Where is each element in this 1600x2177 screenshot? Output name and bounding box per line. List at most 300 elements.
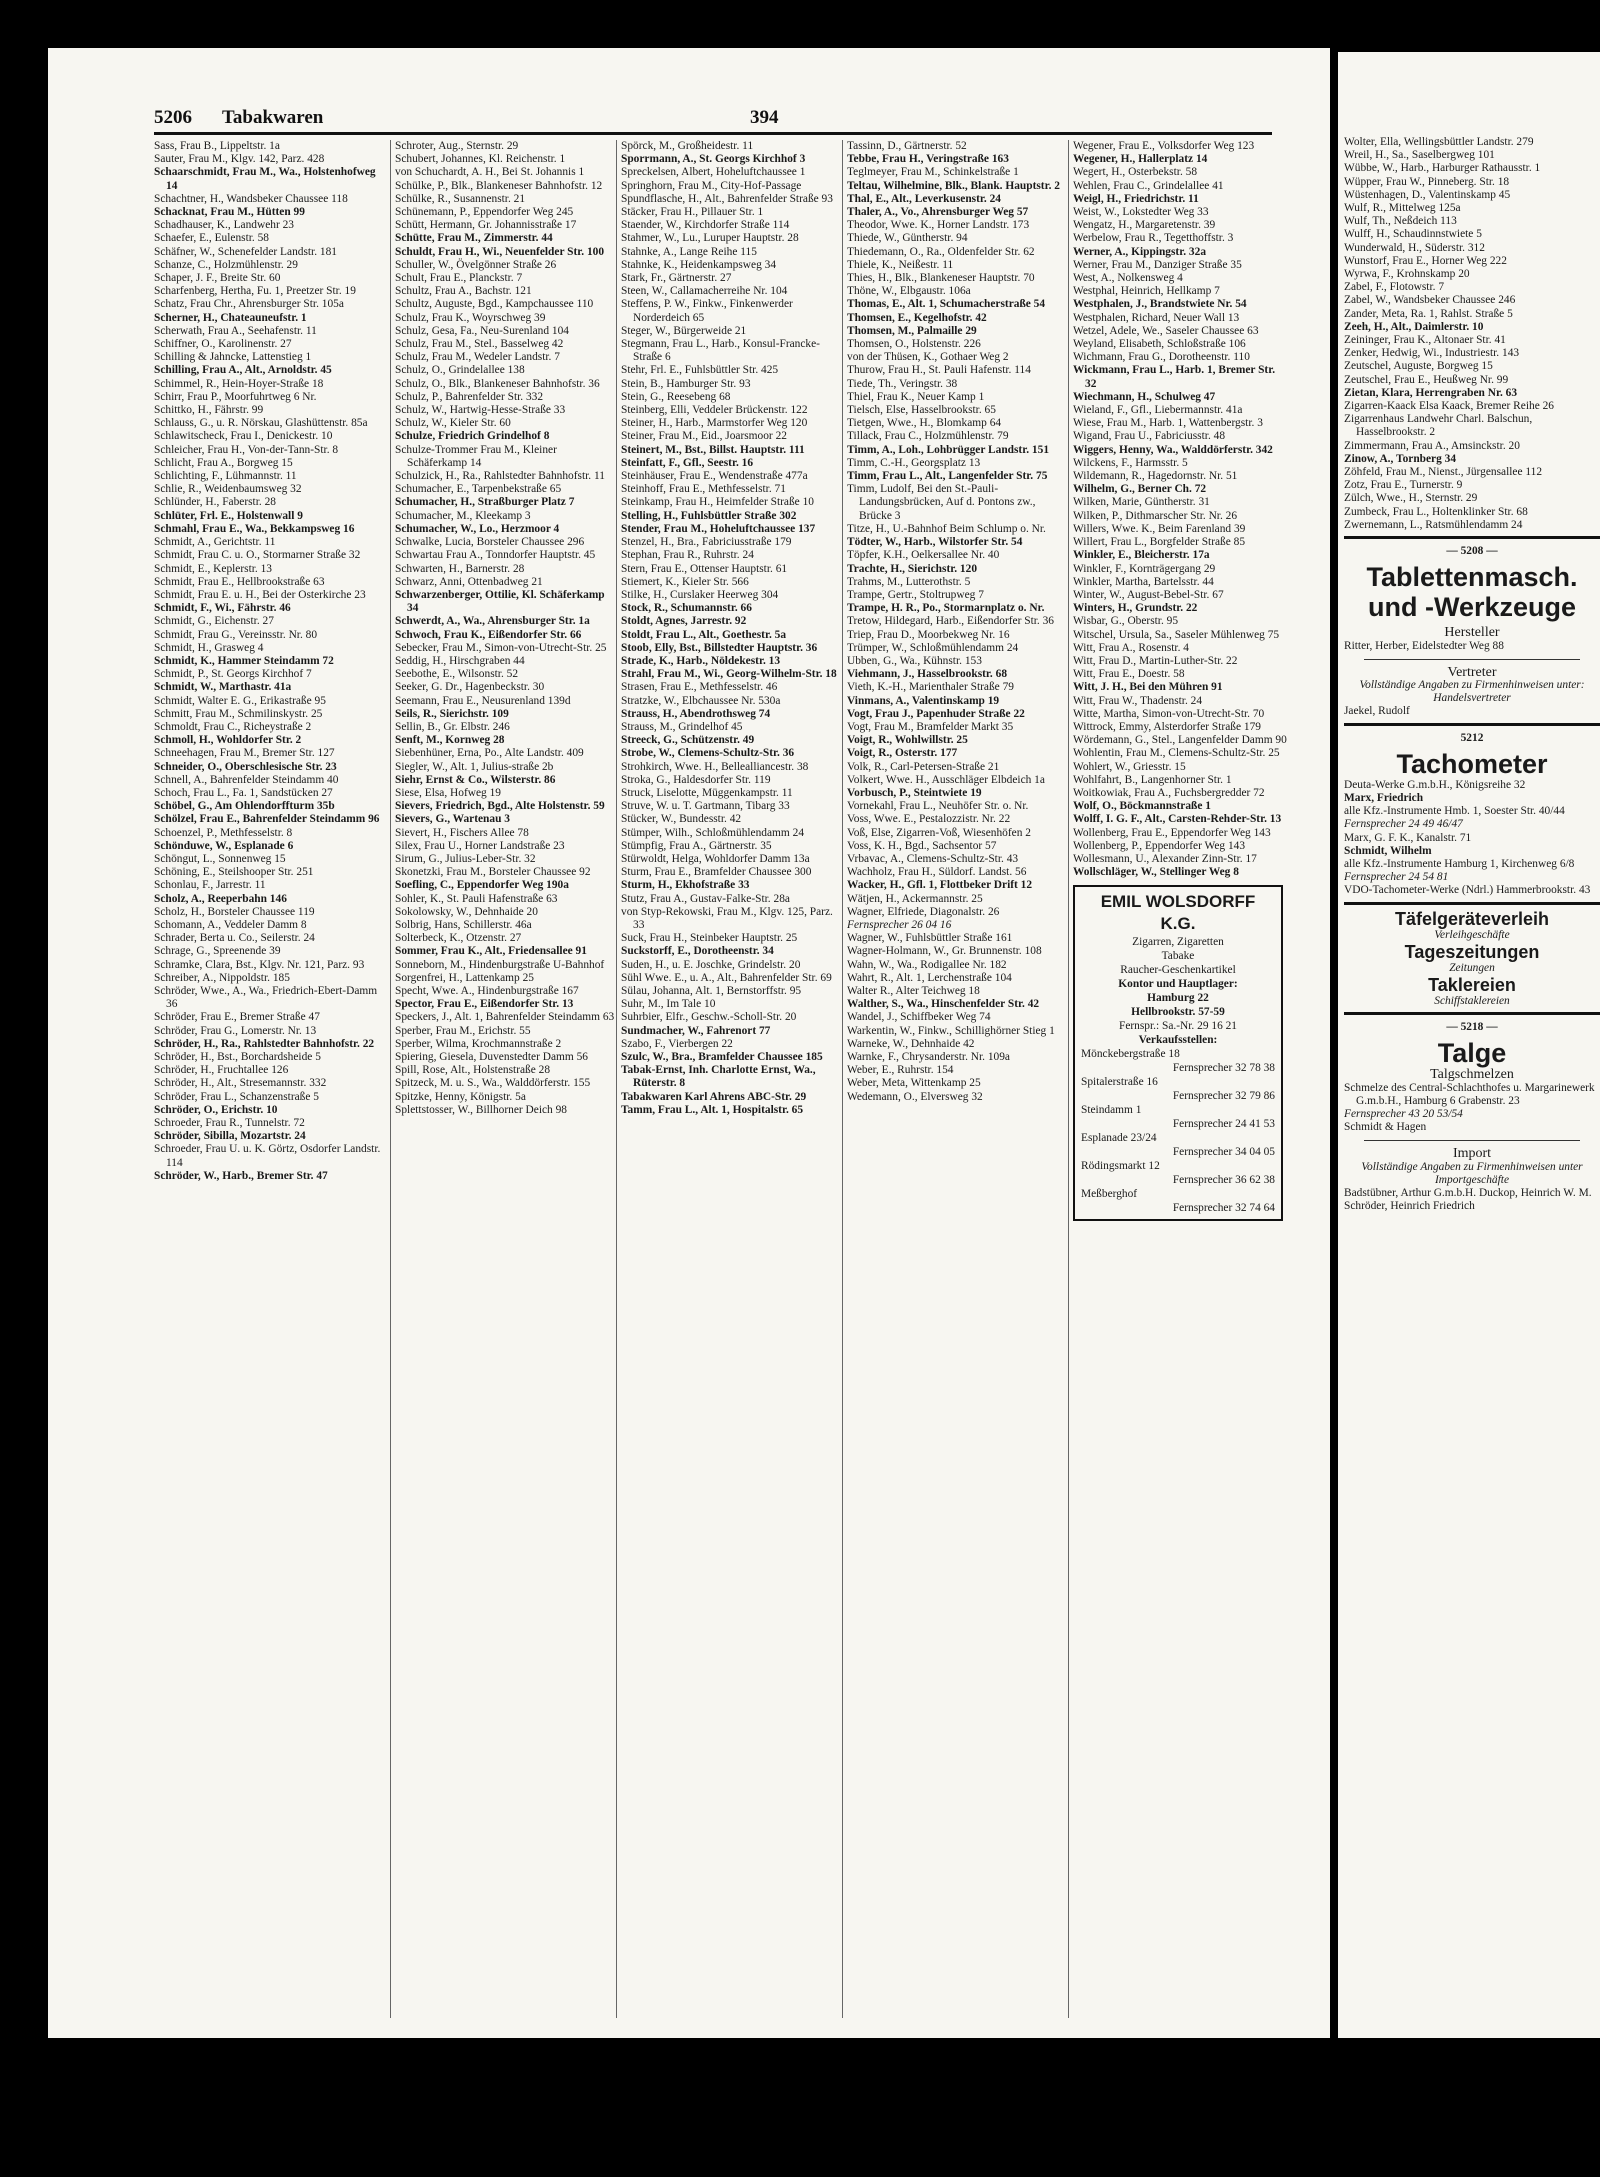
directory-entry: Wübbe, W., Harb., Harburger Rathausstr. 1 <box>1344 162 1541 175</box>
directory-entry: Warkentin, W., Finkw., Schillighörner Stieg 1 <box>847 1024 1055 1037</box>
directory-entry: Schülke, R., Susannenstr. 21 <box>395 192 526 205</box>
directory-entry: Sonneborn, M., Hindenburgstraße U-Bahnhof <box>395 958 605 971</box>
directory-entry: Sievers, Friedrich, Bgd., Alte Holstenstr. 59 <box>395 800 605 813</box>
divider <box>1344 723 1600 726</box>
directory-entry: VDO-Tachometer-Werke (Ndrl.) Hammerbrookstr. 43 <box>1344 884 1591 897</box>
directory-entry: Thiele, K., Neißestr. 11 <box>847 258 954 271</box>
directory-entry: Scharfenberg, Hertha, Fu. 1, Preetzer Str. 19 <box>154 285 356 298</box>
directory-entry: Schulz, Frau M., Wedeler Landstr. 7 <box>395 351 560 364</box>
directory-entry: Schulz, O., Grindelallee 138 <box>395 364 525 377</box>
page-header <box>154 102 1272 135</box>
directory-entry: Zülch, Wwe., H., Sternstr. 29 <box>1344 492 1478 505</box>
directory-entry: Schulze, Friedrich Grindelhof 8 <box>395 430 550 443</box>
directory-entry: Thurow, Frau H., St. Pauli Hafenstr. 114 <box>847 364 1031 377</box>
directory-entry: Strasen, Frau E., Methfesselstr. 46 <box>621 681 778 694</box>
directory-entry: Wätjen, H., Ackermannstr. 25 <box>847 892 983 905</box>
directory-entry: Thal, E., Alt., Leverkusenstr. 24 <box>847 192 1002 205</box>
directory-entry: Schmidt, F., Wi., Fährstr. 46 <box>154 602 291 615</box>
directory-entry: Fernsprecher 43 20 53/54 <box>1344 1107 1463 1120</box>
directory-entry: Fernsprecher 24 54 81 <box>1344 871 1449 884</box>
directory-entry: Sokolowsky, W., Dehnhaide 20 <box>395 905 538 918</box>
ad-line-6: Hellbrookstr. 57-59 <box>1131 1006 1225 1019</box>
directory-entry: Schulz, P., Bahrenfelder Str. 332 <box>395 390 544 403</box>
directory-entry: Streeck, G., Schützenstr. 49 <box>621 734 755 747</box>
directory-entry: Steger, W., Bürgerweide 21 <box>621 324 747 337</box>
directory-entry: Wandel, J., Schiffbeker Weg 74 <box>847 1011 991 1024</box>
directory-entry: Wulff, H., Schaudinnstwiete 5 <box>1344 228 1482 241</box>
import-entries <box>1344 1187 1600 1213</box>
directory-entry: Schröder, O., Erichstr. 10 <box>154 1103 278 1116</box>
directory-entry: Trampe, H. R., Po., Stormarnplatz o. Nr. <box>847 602 1045 615</box>
directory-entry: Schmitt, Frau M., Schmilinskystr. 25 <box>154 707 323 720</box>
directory-entry: Voß, Else, Zigarren-Voß, Wiesenhöfen 2 <box>847 826 1031 839</box>
directory-entry: Steinfatt, F., Gfl., Seestr. 16 <box>621 456 754 469</box>
directory-entry: alle Kfz.-Instrumente Hmb. 1, Soester Str. 40/44 <box>1344 805 1565 818</box>
directory-entry: Schroeder, Frau R., Tunnelstr. 72 <box>154 1117 305 1130</box>
ad-stores-title: Verkaufsstellen: <box>1138 1034 1218 1047</box>
divider <box>1364 659 1580 660</box>
directory-entry: Schlichting, F., Lühmannstr. 11 <box>154 470 297 483</box>
directory-entry: Spörck, M., Großheidestr. 11 <box>621 140 754 152</box>
directory-entry: Spreckelsen, Albert, Hoheluftchaussee 1 <box>621 166 806 179</box>
directory-entry: Zeutschel, Frau E., Heußweg Nr. 99 <box>1344 373 1509 386</box>
directory-entry: Witt, Frau A., Rosenstr. 4 <box>1073 641 1189 654</box>
directory-entry: Steffens, P. W., Finkw., Finkenwerder Norderdeich 65 <box>621 298 793 324</box>
directory-entry: Fernsprecher 24 49 46/47 <box>1344 818 1463 831</box>
directory-entry: Schölzel, Frau E., Bahrenfelder Steindamm 96 <box>154 813 380 826</box>
ad-store-address: Meßberghof <box>1081 1188 1138 1201</box>
directory-entry: Wollschläger, W., Stellinger Weg 8 <box>1073 866 1239 879</box>
directory-entry: Sundmacher, W., Fahrenort 77 <box>621 1024 771 1037</box>
directory-entry: Witt, Frau D., Martin-Luther-Str. 22 <box>1073 654 1238 667</box>
directory-entry: Stäcker, Frau H., Pillauer Str. 1 <box>621 206 764 219</box>
directory-entry: Thiedemann, O., Ra., Oldenfelder Str. 62 <box>847 245 1035 258</box>
directory-entry: Steinert, M., Bst., Billst. Hauptstr. 111 <box>621 443 805 456</box>
directory-entry: Tietgen, Wwe., H., Blomkamp 64 <box>847 417 1002 430</box>
ad-store-phone: Fernsprecher 32 79 86 <box>1172 1090 1275 1103</box>
directory-entry: Schulz, O., Blk., Blankeneser Bahnhofstr. 36 <box>395 377 600 390</box>
directory-entry: Trachte, H., Sierichstr. 120 <box>847 562 978 575</box>
directory-entry: Schmoll, H., Wohldorfer Str. 2 <box>154 734 302 747</box>
directory-entry: Schmidt, Frau C. u. O., Stormarner Straße 32 <box>154 549 361 562</box>
section-5208: — 5208 — <box>1446 545 1498 558</box>
directory-entry: Schmidt, A., Gerichtstr. 11 <box>154 536 276 549</box>
directory-entry: Stoob, Elly, Bst., Billstedter Hauptstr. 36 <box>621 641 818 654</box>
directory-entry: Stein, G., Reesebeng 68 <box>621 390 731 403</box>
directory-entry: Schroter, Aug., Sternstr. 29 <box>395 140 519 152</box>
vertreter-label: Vertreter <box>1447 664 1497 680</box>
ad-line-1: Zigarren, Zigaretten <box>1132 936 1224 949</box>
directory-entry: Zöhfeld, Frau M., Nienst., Jürgensallee 112 <box>1344 466 1543 479</box>
wolsdorff-advertisement <box>1073 885 1283 1221</box>
directory-entry: Schröder, H., Alt., Stresemannstr. 332 <box>154 1077 327 1090</box>
directory-entry: Stürwoldt, Helga, Wohldorfer Damm 13a <box>621 852 810 865</box>
directory-entry: Schultz, Auguste, Bgd., Kampchaussee 110 <box>395 298 594 311</box>
directory-entry: Werner, Frau M., Danziger Straße 35 <box>1073 258 1242 271</box>
directory-entry: Willers, Wwe. K., Beim Farenland 39 <box>1073 522 1246 535</box>
directory-entry: Zigarrenhaus Landwehr Charl. Balschun, Hasselbrookstr. 2 <box>1344 413 1533 439</box>
directory-entry: Schulz, Frau M., Stel., Basselweg 42 <box>395 338 564 351</box>
directory-entry: Stahnke, K., Heidenkampsweg 34 <box>621 258 777 271</box>
directory-entry: Schonlau, F., Jarrestr. 11 <box>154 879 266 892</box>
directory-entry: Scherwath, Frau A., Seehafenstr. 11 <box>154 324 317 337</box>
directory-entry: Schulze-Trommer Frau M., Kleiner Schäferkamp 14 <box>395 443 557 469</box>
directory-entry: Sperber, Wilma, Krochmannstraße 2 <box>395 1037 562 1050</box>
directory-entry: Werbelow, Frau R., Tegetthoffstr. 3 <box>1073 232 1234 245</box>
section-5212: 5212 <box>1460 731 1484 744</box>
directory-entry: Thomsen, M., Palmaille 29 <box>847 324 977 337</box>
directory-entry: Thöne, W., Elbgaustr. 106a <box>847 285 971 298</box>
ad-stores <box>1081 1047 1275 1215</box>
category-title: Tabakwaren <box>222 107 324 128</box>
directory-entry: von Styp-Rekowski, Frau M., Klgv. 125, Parz. 33 <box>621 905 833 931</box>
directory-entry: Schultz, Frau A., Bachstr. 121 <box>395 285 532 298</box>
directory-entry: Willert, Frau L., Borgfelder Straße 85 <box>1073 536 1246 549</box>
directory-entry: Tödter, W., Harb., Wilstorfer Str. 54 <box>847 536 1023 549</box>
directory-entry: Steiner, H., Harb., Marmstorfer Weg 120 <box>621 417 808 430</box>
directory-entry: Schumacher, H., Straßburger Platz 7 <box>395 496 575 509</box>
heading-tageszeitungen: Tageszeitungen <box>1404 941 1540 962</box>
directory-entry: Schiffner, O., Karolinenstr. 27 <box>154 338 292 351</box>
directory-entry: Wegener, Frau E., Volksdorfer Weg 123 <box>1073 140 1255 152</box>
directory-entry: Schröder, Heinrich Friedrich <box>1344 1200 1475 1213</box>
directory-entry: Schuldt, Frau H., Wi., Neuenfelder Str. 100 <box>395 245 605 258</box>
directory-entry: Spector, Frau E., Eißendorfer Str. 13 <box>395 998 574 1011</box>
directory-entry: Thaler, A., Vo., Ahrensburger Weg 57 <box>847 206 1029 219</box>
directory-entry: Wahn, W., Wa., Rodigallee Nr. 182 <box>847 958 1007 971</box>
directory-entry: Witt, J. H., Bei den Mühren 91 <box>1073 681 1223 694</box>
directory-entry: Scholz, A., Reeperbahn 146 <box>154 892 287 905</box>
directory-entry: Thiede, W., Güntherstr. 94 <box>847 232 968 245</box>
directory-entry: Sühl Wwe. E., u. A., Alt., Bahrenfelder Str. 69 <box>621 971 832 984</box>
page-number: 394 <box>750 107 779 128</box>
directory-entry: Witte, Martha, Simon-von-Utrecht-Str. 70 <box>1073 707 1265 720</box>
directory-entry: Vogt, Frau M., Bramfelder Markt 35 <box>847 720 1014 733</box>
directory-entry: Siegler, W., Alt. 1, Julius-straße 2b <box>395 760 554 773</box>
directory-columns <box>154 140 1287 2018</box>
directory-entry: Thiel, Frau K., Neuer Kamp 1 <box>847 390 985 403</box>
directory-entry: Schacknat, Frau M., Hütten 99 <box>154 206 305 219</box>
directory-entry: Sellin, B., Gr. Elbstr. 246 <box>395 720 510 733</box>
directory-entry: Badstübner, Arthur G.m.b.H. Duckop, Heinrich W. M. <box>1344 1186 1592 1199</box>
directory-entry: Tabak-Ernst, Inh. Charlotte Ernst, Wa., Rüterstr. 8 <box>621 1064 816 1090</box>
divider <box>1344 536 1600 539</box>
right-page <box>1338 52 1600 2038</box>
directory-entry: Schwerdt, A., Wa., Ahrensburger Str. 1a <box>395 615 590 628</box>
directory-entry: Schmidt, H., Grasweg 4 <box>154 641 264 654</box>
directory-entry: Schubert, Johannes, Kl. Reichenstr. 1 <box>395 153 566 166</box>
directory-entry: Woitkowiak, Frau A., Fuchsbergredder 72 <box>1073 786 1265 799</box>
directory-entry: Zabel, F., Flotowstr. 7 <box>1344 281 1445 294</box>
directory-entry: Wilckens, F., Harmsstr. 5 <box>1073 456 1188 469</box>
directory-entry: Wacker, H., Gfl. 1, Flottbeker Drift 12 <box>847 879 1033 892</box>
directory-entry: Schumacher, E., Tarpenbekstraße 65 <box>395 483 562 496</box>
directory-entry: Schoenzel, P., Methfesselstr. 8 <box>154 826 293 839</box>
directory-entry: Schumacher, W., Lo., Herzmoor 4 <box>395 522 560 535</box>
directory-entry: Steinberg, Elli, Veddeler Brückenstr. 122 <box>621 404 808 417</box>
heading-tablettenmasch: Tablettenmasch. <box>1366 562 1578 593</box>
directory-entry: Wohlert, W., Griesstr. 15 <box>1073 760 1186 773</box>
directory-entry: Marx, Friedrich <box>1344 791 1424 804</box>
directory-entry: Schmidt, Frau E. u. H., Bei der Osterkirche 23 <box>154 588 366 601</box>
directory-entry: Wulf, Th., Neßdeich 113 <box>1344 215 1457 228</box>
directory-entry: Spitzke, Henny, Königstr. 5a <box>395 1090 526 1103</box>
directory-entry: Schröder, H., Fruchtallee 126 <box>154 1064 289 1077</box>
directory-entry: Schaper, J. F., Breite Str. 60 <box>154 272 281 285</box>
directory-entry: Sebecker, Frau M., Simon-von-Utrecht-Str. 25 <box>395 641 607 654</box>
directory-entry: Stegmann, Frau L., Harb., Konsul-Francke-Straße 6 <box>621 338 820 364</box>
directory-entry: Schmoldt, Frau C., Richeystraße 2 <box>154 720 312 733</box>
directory-entry: Szulc, W., Bra., Bramfelder Chaussee 185 <box>621 1051 823 1064</box>
directory-entry: Tillack, Frau C., Holzmühlenstr. 79 <box>847 430 1009 443</box>
directory-entry: Thomsen, E., Kegelhofstr. 42 <box>847 311 987 324</box>
directory-entry: Schütt, Hermann, Gr. Johannisstraße 17 <box>395 219 577 232</box>
directory-entry: Strauss, H., Abendrothsweg 74 <box>621 707 771 720</box>
ad-store-address: Steindamm 1 <box>1081 1104 1142 1117</box>
directory-entry: Trampe, Gertr., Stoltrupweg 7 <box>847 588 984 601</box>
ad-store-address: Spitalerstraße 16 <box>1081 1076 1158 1089</box>
directory-entry: Weyland, Elisabeth, Schloßstraße 106 <box>1073 338 1246 351</box>
import-note: Vollständige Angaben zu Firmenhinweisen unter Importgeschäfte <box>1361 1160 1583 1186</box>
directory-entry: Wollenberg, Frau E., Eppendorfer Weg 143 <box>1073 826 1271 839</box>
directory-entry: Wickmann, Frau L., Harb. 1, Bremer Str. 32 <box>1073 364 1276 390</box>
ad-company: EMIL WOLSDORFF K.G. <box>1100 892 1256 934</box>
directory-entry: Stroka, G., Haldesdorfer Str. 119 <box>621 773 771 786</box>
directory-entry: Wreil, H., Sa., Saselbergweg 101 <box>1344 149 1495 162</box>
directory-entry: Schuller, W., Övelgönner Straße 26 <box>395 258 557 271</box>
directory-entry: Steiner, Frau M., Eid., Joarsmoor 22 <box>621 430 787 443</box>
directory-entry: Schmahl, Frau E., Wa., Bekkampsweg 16 <box>154 522 355 535</box>
directory-entry: Zimmermann, Frau A., Amsinckstr. 20 <box>1344 439 1520 452</box>
directory-entry: Schilling & Jahncke, Lattenstieg 1 <box>154 351 312 364</box>
directory-entry: Teltau, Wilhelmine, Blk., Blank. Hauptstr. 2 <box>847 179 1060 192</box>
directory-entry: Witt, Frau W., Thadenstr. 24 <box>1073 694 1203 707</box>
directory-entry: Solbrig, Hans, Schillerstr. 46a <box>395 918 532 931</box>
directory-entry: Voss, K. H., Bgd., Sachsentor 57 <box>847 839 997 852</box>
directory-entry: Wichmann, Frau G., Dorotheenstr. 110 <box>1073 351 1250 364</box>
directory-entry: Wohlfahrt, B., Langenhorner Str. 1 <box>1073 773 1232 786</box>
directory-entry: Westphalen, J., Brandstwiete Nr. 54 <box>1073 298 1247 311</box>
directory-entry: Schadhauser, K., Landwehr 23 <box>154 219 294 232</box>
takler-sub: Schiffstaklereien <box>1434 994 1510 1007</box>
directory-entry: Tassinn, D., Gärtnerstr. 52 <box>847 140 967 152</box>
directory-entry: Wagner, Elfriede, Diagonalstr. 26 <box>847 905 1000 918</box>
directory-entry: Schanze, C., Holzmühlenstr. 29 <box>154 258 298 271</box>
directory-entry: Zeininger, Frau K., Altonaer Str. 41 <box>1344 334 1506 347</box>
directory-entry: Wiggers, Henny, Wa., Walddörferstr. 342 <box>1073 443 1273 456</box>
directory-entry: Zumbeck, Frau L., Holtenklinker Str. 68 <box>1344 505 1528 518</box>
directory-entry: Vorbusch, P., Steintwiete 19 <box>847 786 982 799</box>
directory-entry: Schmidt & Hagen <box>1344 1121 1427 1134</box>
left-page <box>48 48 1330 2038</box>
directory-entry: Sauter, Frau M., Klgv. 142, Parz. 428 <box>154 153 325 166</box>
ad-store-address: Mönckebergstraße 18 <box>1081 1048 1180 1061</box>
directory-entry: Splettstosser, W., Billhorner Deich 98 <box>395 1103 567 1116</box>
tages-sub: Zeitungen <box>1449 961 1495 974</box>
directory-entry: Wiese, Frau M., Harb. 1, Wattenbergstr. 3 <box>1073 417 1263 430</box>
directory-entry: Weist, W., Lokstedter Weg 33 <box>1073 206 1209 219</box>
directory-entry: Tebbe, Frau H., Veringstraße 163 <box>847 153 1009 166</box>
directory-entry: Thomas, E., Alt. 1, Schumacherstraße 54 <box>847 298 1046 311</box>
heading-taklereien: Taklereien <box>1428 974 1516 995</box>
directory-entry: Sohler, K., St. Pauli Hafenstraße 63 <box>395 892 558 905</box>
directory-entry: Schulz, W., Kieler Str. 60 <box>395 417 511 430</box>
directory-entry: Stark, Fr., Gärtnerstr. 27 <box>621 272 732 285</box>
ad-store-phone: Fernsprecher 36 62 38 <box>1172 1174 1275 1187</box>
directory-entry: Walter R., Alter Teichweg 18 <box>847 985 980 997</box>
directory-entry: Spiering, Giesela, Duvenstedter Damm 56 <box>395 1051 588 1064</box>
directory-entry: Schramke, Clara, Bst., Klgv. Nr. 121, Parz. 93 <box>154 958 365 971</box>
directory-entry: Schmidt, Frau E., Hellbrookstraße 63 <box>154 575 325 588</box>
directory-entry: Scholz, H., Borsteler Chaussee 119 <box>154 905 315 918</box>
heading-tachometer: Tachometer <box>1396 748 1548 779</box>
directory-entry: Schulz, W., Hartwig-Hesse-Straße 33 <box>395 404 566 417</box>
directory-entry: Schmidt, K., Hammer Steindamm 72 <box>154 654 334 667</box>
directory-entry: alle Kfz.-Instrumente Hamburg 1, Kirchenweg 6/8 <box>1344 857 1575 870</box>
directory-entry: Deuta-Werke G.m.b.H., Königsreihe 32 <box>1344 778 1526 791</box>
directory-entry: Zietan, Klara, Herrengraben Nr. 63 <box>1344 386 1518 399</box>
directory-entry: Wyrwa, F., Krohnskamp 20 <box>1344 268 1470 281</box>
ad-line-5: Hamburg 22 <box>1147 992 1209 1005</box>
directory-entry: Ubben, G., Wa., Kühnstr. 153 <box>847 654 982 667</box>
directory-entry: Stahnke, A., Lange Reihe 115 <box>621 245 757 258</box>
directory-entry: Sirum, G., Julius-Leber-Str. 32 <box>395 852 536 865</box>
directory-entry: Stern, Frau E., Ottenser Hauptstr. 61 <box>621 562 788 575</box>
directory-entry: Schlicht, Frau A., Borgweg 15 <box>154 456 293 469</box>
directory-entry: Sülau, Johanna, Alt. 1, Bernstorffstr. 95 <box>621 985 802 997</box>
directory-entry: Schittko, H., Fährstr. 99 <box>154 404 264 417</box>
directory-entry: Speckers, J., Alt. 1, Bahrenfelder Steindamm 63 <box>395 1011 615 1024</box>
directory-entry: Siebenhüner, Erna, Po., Alte Landstr. 409 <box>395 747 584 760</box>
directory-entry: Schreiber, A., Nippoldstr. 185 <box>154 971 290 984</box>
directory-entry: Schmidt, E., Keplerstr. 13 <box>154 562 273 575</box>
ad-line-2: Tabake <box>1161 950 1195 963</box>
directory-entry: Stilke, H., Curslaker Heerweg 304 <box>621 588 779 601</box>
directory-entry: Volk, R., Carl-Petersen-Straße 21 <box>847 760 1000 773</box>
directory-entry: Schwarz, Anni, Ottenbadweg 21 <box>395 575 543 588</box>
directory-entry: Seebothe, E., Wilsonstr. 52 <box>395 668 519 681</box>
directory-entry: Strauss, M., Grindelhof 45 <box>621 720 743 733</box>
divider <box>1344 1012 1600 1015</box>
directory-entry: Schröder, Wwe., A., Wa., Friedrich-Ebert-Damm 36 <box>154 985 378 1011</box>
directory-entry: Weber, E., Ruhrstr. 154 <box>847 1064 954 1077</box>
directory-entry: Titze, H., U.-Bahnhof Beim Schlump o. Nr. <box>847 522 1046 535</box>
directory-entry: Schoch, Frau L., Fa. 1, Sandstücken 27 <box>154 786 333 799</box>
directory-entry: Wolter, Ella, Wellingsbüttler Landstr. 279 <box>1344 136 1534 148</box>
ad-store-address: Rödingsmarkt 12 <box>1081 1160 1160 1173</box>
directory-entry: Wittrock, Emmy, Alsterdorfer Straße 179 <box>1073 720 1261 733</box>
directory-entry: Schäfner, W., Schenefelder Landstr. 181 <box>154 245 338 258</box>
directory-entry: Stelling, H., Fuhlsbüttler Straße 302 <box>621 509 797 522</box>
directory-entry: Winkler, F., Kornträgergang 29 <box>1073 562 1216 575</box>
directory-entry: Seils, R., Sierichstr. 109 <box>395 707 509 720</box>
directory-entry: Siehr, Ernst & Co., Wilsterstr. 86 <box>395 773 556 786</box>
directory-entry: Schröder, Sibilla, Mozartstr. 24 <box>154 1130 306 1143</box>
column-4 <box>842 140 1073 2018</box>
directory-entry: Schwartau Frau A., Tonndorfer Hauptstr. 45 <box>395 549 596 562</box>
column-3 <box>616 140 847 2018</box>
right-entries <box>1344 136 1600 532</box>
directory-entry: Stoldt, Agnes, Jarrestr. 92 <box>621 615 747 628</box>
directory-entry: Soefling, C., Eppendorfer Weg 190a <box>395 879 569 892</box>
directory-entry: Strohkirch, Wwe. H., Bellealliancestr. 38 <box>621 760 809 773</box>
directory-entry: von der Thüsen, K., Gothaer Weg 2 <box>847 351 1009 364</box>
directory-entry: Suden, H., u. E. Joschke, Grindelstr. 20 <box>621 958 801 971</box>
directory-entry: Seemann, Frau E., Neusurenland 139d <box>395 694 571 707</box>
directory-entry: Stahmer, W., Lu., Luruper Hauptstr. 28 <box>621 232 799 245</box>
directory-entry: Schrader, Berta u. Co., Seilerstr. 24 <box>154 932 315 945</box>
directory-entry: Schröder, Frau G., Lomerstr. Nr. 13 <box>154 1024 317 1037</box>
directory-entry: Schaarschmidt, Frau M., Wa., Holstenhofweg 14 <box>154 166 376 192</box>
directory-entry: Zander, Meta, Ra. 1, Rahlst. Straße 5 <box>1344 307 1513 320</box>
directory-entry: Siese, Elsa, Hofweg 19 <box>395 786 501 799</box>
directory-entry: Sommer, Frau K., Alt., Friedensallee 91 <box>395 945 587 958</box>
import-label: Import <box>1452 1146 1492 1162</box>
directory-entry: Viehmann, J., Hasselbrookstr. 68 <box>847 668 1008 681</box>
directory-entry: Vogt, Frau J., Papenhuder Straße 22 <box>847 707 1025 720</box>
directory-entry: Zigarren-Kaack Elsa Kaack, Bremer Reihe 26 <box>1344 400 1554 413</box>
directory-entry: Wagner-Holmann, W., Gr. Brunnenstr. 108 <box>847 945 1042 958</box>
directory-entry: Zeeh, H., Alt., Daimlerstr. 10 <box>1344 320 1484 333</box>
vertreter-note: Vollständige Angaben zu Firmenhinweisen unter: Handelsvertreter <box>1359 678 1585 705</box>
directory-entry: Specht, Wwe. A., Hindenburgstraße 167 <box>395 985 579 997</box>
directory-entry: Schumacher, M., Kleekamp 3 <box>395 509 531 522</box>
directory-entry: Vrbavac, A., Clemens-Schultz-Str. 43 <box>847 852 1019 865</box>
directory-entry: Voigt, R., Osterstr. 177 <box>847 747 958 760</box>
directory-entry: Zeutschel, Auguste, Borgweg 15 <box>1344 360 1493 373</box>
directory-entry: Wegener, H., Hallerplatz 14 <box>1073 153 1208 166</box>
directory-entry: Stücker, W., Bundesstr. 42 <box>621 813 742 826</box>
directory-entry: Spill, Rose, Alt., Holstenstraße 28 <box>395 1064 551 1077</box>
directory-entry: Springhorn, Frau M., City-Hof-Passage <box>621 179 802 192</box>
directory-entry: Vieth, K.-H., Marienthaler Straße 79 <box>847 681 1014 694</box>
directory-entry: Schmidt, G., Eichenstr. 27 <box>154 615 274 628</box>
directory-entry: Schlauss, G., u. R. Nörskau, Glashüttenstr. 85a <box>154 417 368 430</box>
directory-entry: Wollesmann, U., Alexander Zinn-Str. 17 <box>1073 852 1257 865</box>
directory-entry: Schatz, Frau Chr., Ahrensburger Str. 105a <box>154 298 344 311</box>
directory-entry: Voigt, R., Wohlwillstr. 25 <box>847 734 968 747</box>
directory-entry: Teglmeyer, Frau M., Schinkelstraße 1 <box>847 166 1019 179</box>
directory-entry: Timm, A., Loh., Lohbrügger Landstr. 151 <box>847 443 1050 456</box>
directory-entry: Winter, W., August-Bebel-Str. 67 <box>1073 588 1224 601</box>
directory-entry: Suck, Frau H., Steinbeker Hauptstr. 25 <box>621 932 798 945</box>
directory-entry: Thomsen, O., Holstenstr. 226 <box>847 338 981 351</box>
directory-entry: Zinow, A., Tornberg 34 <box>1344 452 1457 465</box>
directory-entry: Wolf, O., Böckmannstraße 1 <box>1073 800 1211 813</box>
directory-entry: Triep, Frau D., Moorbekweg Nr. 16 <box>847 628 1010 641</box>
directory-entry: Stoldt, Frau L., Alt., Goethestr. 5a <box>621 628 787 641</box>
directory-entry: Wehlen, Frau C., Grindelallee 41 <box>1073 179 1224 192</box>
directory-entry: Suckstorff, E., Dorotheenstr. 34 <box>621 945 774 958</box>
directory-entry: Tabakwaren Karl Ahrens ABC-Str. 29 <box>621 1090 807 1103</box>
directory-entry: Silex, Frau U., Horner Landstraße 23 <box>395 839 565 852</box>
directory-entry: Stein, B., Hamburger Str. 93 <box>621 377 751 390</box>
directory-entry: Struve, W. u. T. Gartmann, Tibarg 33 <box>621 800 790 813</box>
directory-entry: Stümper, Wilh., Schloßmühlendamm 24 <box>621 826 805 839</box>
directory-entry: Stender, Frau M., Hoheluftchaussee 137 <box>621 522 816 535</box>
directory-entry: Schulz, Frau K., Woyrschweg 39 <box>395 311 546 324</box>
directory-entry: Strobe, W., Clemens-Schultz-Str. 36 <box>621 747 795 760</box>
directory-entry: Schröder, Frau E., Bremer Straße 47 <box>154 1011 320 1024</box>
taefel-sub: Verleihgeschäfte <box>1434 928 1510 941</box>
directory-entry: Schmidt, W., Marthastr. 41a <box>154 681 292 694</box>
directory-entry: Schlawitscheck, Frau I., Denickestr. 10 <box>154 430 333 443</box>
directory-entry: Trahms, M., Lutterothstr. 5 <box>847 575 971 588</box>
directory-entry: Stenzel, H., Bra., Fabriciusstraße 179 <box>621 536 792 549</box>
directory-entry: Schleicher, Frau H., Von-der-Tann-Str. 8 <box>154 443 339 456</box>
directory-entry: Schwalke, Lucia, Borsteler Chaussee 296 <box>395 536 585 549</box>
directory-entry: Schmelze des Central-Schlachthofes u. Margarinewerk G.m.b.H., Hamburg 6 Grabenstr. 23 <box>1344 1081 1595 1107</box>
